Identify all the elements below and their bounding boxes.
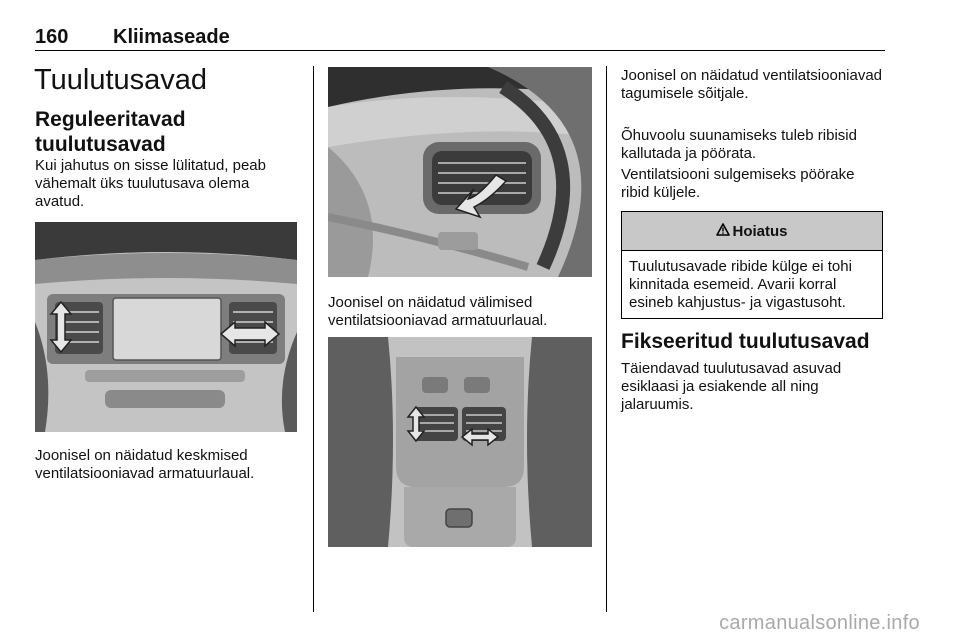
subsection-title-fixed: Fikseeritud tuulutusavad (621, 330, 870, 353)
page-number: 160 (35, 26, 69, 48)
figure-rear-vents (328, 337, 592, 547)
warning-text: Tuulutusavade ribide külge ei tohi kinnitada esemeid. Avarii korral esineb kahjustus- ja vigastusoht. (629, 258, 852, 311)
paragraph-close: Ventilatsiooni sulgemiseks pöörake ribid küljele. (621, 166, 855, 201)
figure-caption-3: Joonisel on näidatud ventilatsiooniavad tagumisele sõitjale. (621, 67, 883, 102)
figure-center-vents (35, 222, 297, 432)
figure-caption-1: Joonisel on näidatud keskmised ventilatsiooniavad armatuurlaual. (35, 447, 255, 482)
warning-box (621, 211, 883, 319)
subsection-title: Reguleeritavad tuulutusavad (35, 108, 186, 156)
intro-text: Kui jahutus on sisse lülitatud, peab vähemalt üks tuulutusava olema avatud. (35, 157, 266, 210)
figure-caption-2: Joonisel on näidatud välimised ventilatsiooniavad armatuurlaual. (328, 294, 548, 329)
paragraph-airflow: Õhuvoolu suunamiseks tuleb ribisid kallutada ja pöörata. (621, 127, 857, 162)
column-divider-2 (606, 66, 607, 612)
paragraph-fixed-vents: Täiendavad tuulutusavad asuvad esiklaasi ja esiakende all ning jalaruumis. (621, 360, 842, 413)
warning-triangle-icon (716, 223, 730, 240)
watermark-text: carmanualsonline.info (719, 612, 920, 634)
figure-outer-vents (328, 67, 592, 277)
chapter-title: Kliimaseade (113, 26, 230, 48)
warning-header (622, 212, 882, 251)
section-title: Tuulutusavad (34, 64, 208, 96)
header-rule (35, 50, 885, 51)
column-divider-1 (313, 66, 314, 612)
warning-title: Hoiatus (732, 222, 788, 240)
